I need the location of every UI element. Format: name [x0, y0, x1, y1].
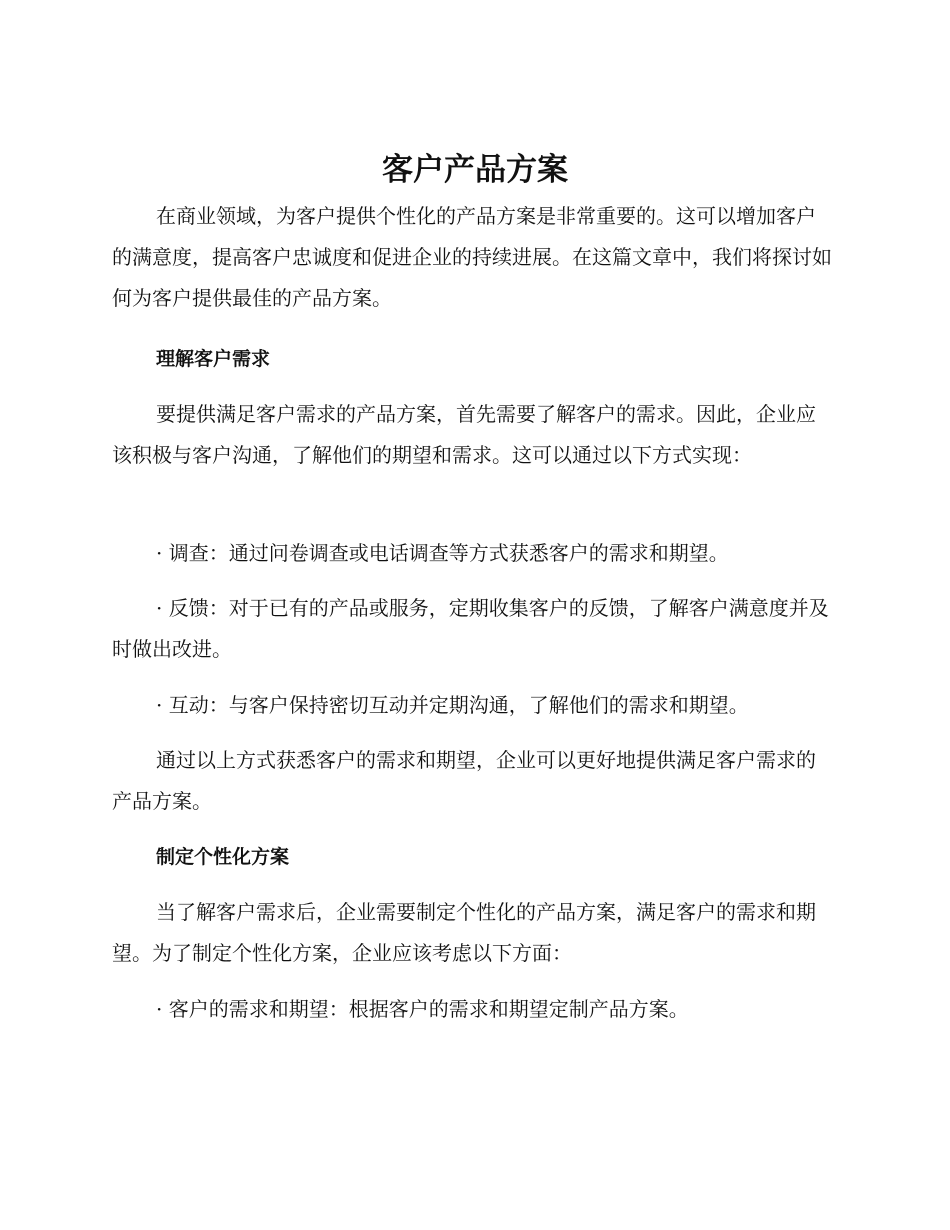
bullet-customer-needs: · 客户的需求和期望：根据客户的需求和期望定制产品方案。	[156, 997, 689, 1021]
intro-paragraph: 在商业领域，为客户提供个性化的产品方案是非常重要的。这可以增加客户的满意度，提高客户忠诚度和促进企业的持续进展。在这篇文章中，我们将探讨如何为客户提供最佳的产品方案。	[112, 204, 832, 310]
section-heading-custom-plan: 制定个性化方案	[156, 846, 290, 868]
bullet-survey: · 调查：通过问卷调查或电话调查等方式获悉客户的需求和期望。	[156, 541, 729, 565]
bullet-feedback: · 反馈：对于已有的产品或服务，定期收集客户的反馈，了解客户满意度并及时做出改进。	[112, 596, 829, 661]
bullet-interaction: · 互动：与客户保持密切互动并定期沟通，了解他们的需求和期望。	[156, 693, 749, 717]
section1-summary-paragraph: 通过以上方式获悉客户的需求和期望，企业可以更好地提供满足客户需求的产品方案。	[112, 748, 816, 813]
section2-paragraph: 当了解客户需求后，企业需要制定个性化的产品方案，满足客户的需求和期望。为了制定个性化方案，企业应该考虑以下方面：	[112, 900, 816, 965]
document-title: 客户产品方案	[382, 152, 568, 188]
section-heading-understand-needs: 理解客户需求	[156, 348, 271, 370]
section1-paragraph: 要提供满足客户需求的产品方案，首先需要了解客户的需求。因此，企业应该积极与客户沟通，了解他们的期望和需求。这可以通过以下方式实现：	[112, 402, 816, 467]
